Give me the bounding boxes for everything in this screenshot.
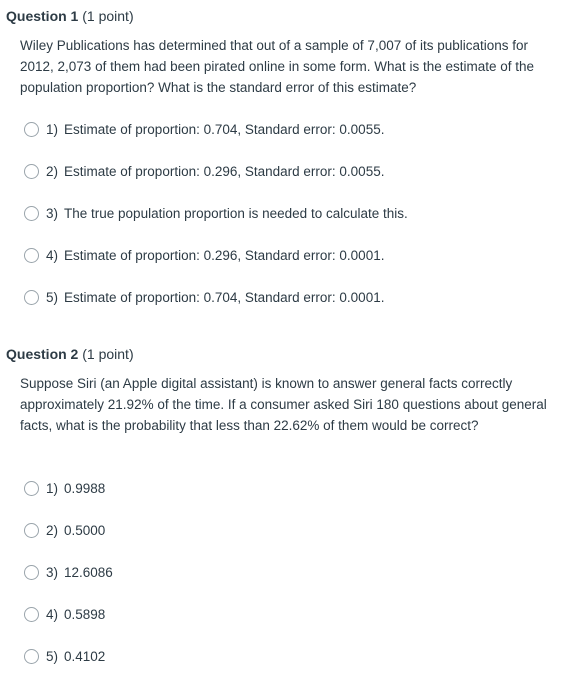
answer-option-3[interactable] [24, 561, 113, 583]
option-text: 0.5898 [64, 606, 106, 622]
question-text: Suppose Siri (an Apple digital assistant) is known to answer general facts correctly approximately 21.92% of the time. If a consumer asked Siri 180 questions about general facts, what is the probability that less than 22.62% of them would be correct? [20, 376, 547, 433]
question-text: Wiley Publications has determined that out of a sample of 7,007 of its publications for 2012, 2,073 of them had been pirated online in some form. What is the estimate of the population proportion? What is the standard error of this estimate? [20, 38, 535, 95]
option-text: Estimate of proportion: 0.296, Standard error: 0.0055. [64, 163, 385, 179]
option-text: Estimate of proportion: 0.704, Standard error: 0.0055. [64, 121, 385, 137]
answer-option-3[interactable] [24, 202, 408, 224]
option-number: 5) [46, 648, 59, 664]
option-text: The true population proportion is needed to calculate this. [64, 205, 408, 221]
radio-button-icon[interactable] [24, 206, 39, 221]
option-text: Estimate of proportion: 0.704, Standard error: 0.0001. [64, 289, 385, 305]
option-text: 0.4102 [64, 648, 106, 664]
answer-option-1[interactable] [24, 118, 384, 140]
option-number: 2) [46, 522, 59, 538]
option-number: 5) [46, 289, 59, 305]
radio-button-icon[interactable] [24, 523, 39, 538]
option-text: 0.5000 [64, 522, 106, 538]
question-title: Question 2 [6, 346, 79, 362]
radio-button-icon[interactable] [24, 164, 39, 179]
question-header [6, 7, 134, 25]
answer-option-1[interactable] [24, 477, 105, 499]
question-points: (1 point) [82, 346, 134, 362]
radio-button-icon[interactable] [24, 481, 39, 496]
option-number: 1) [46, 480, 59, 496]
option-text: Estimate of proportion: 0.296, Standard error: 0.0001. [64, 247, 385, 263]
option-text: 12.6086 [64, 564, 113, 580]
option-number: 1) [46, 121, 59, 137]
radio-button-icon[interactable] [24, 565, 39, 580]
radio-button-icon[interactable] [24, 248, 39, 263]
radio-button-icon[interactable] [24, 122, 39, 137]
answer-option-5[interactable] [24, 286, 384, 308]
option-number: 3) [46, 564, 59, 580]
answer-option-4[interactable] [24, 244, 384, 266]
answer-option-5[interactable] [24, 645, 105, 667]
option-text: 0.9988 [64, 480, 106, 496]
question-title: Question 1 [6, 8, 79, 24]
question-points: (1 point) [82, 8, 134, 24]
radio-button-icon[interactable] [24, 649, 39, 664]
option-number: 3) [46, 205, 59, 221]
answer-option-4[interactable] [24, 603, 105, 625]
option-number: 2) [46, 163, 59, 179]
option-number: 4) [46, 606, 59, 622]
radio-button-icon[interactable] [24, 607, 39, 622]
question-header [6, 345, 134, 363]
option-number: 4) [46, 247, 59, 263]
radio-button-icon[interactable] [24, 290, 39, 305]
answer-option-2[interactable] [24, 160, 384, 182]
answer-option-2[interactable] [24, 519, 105, 541]
